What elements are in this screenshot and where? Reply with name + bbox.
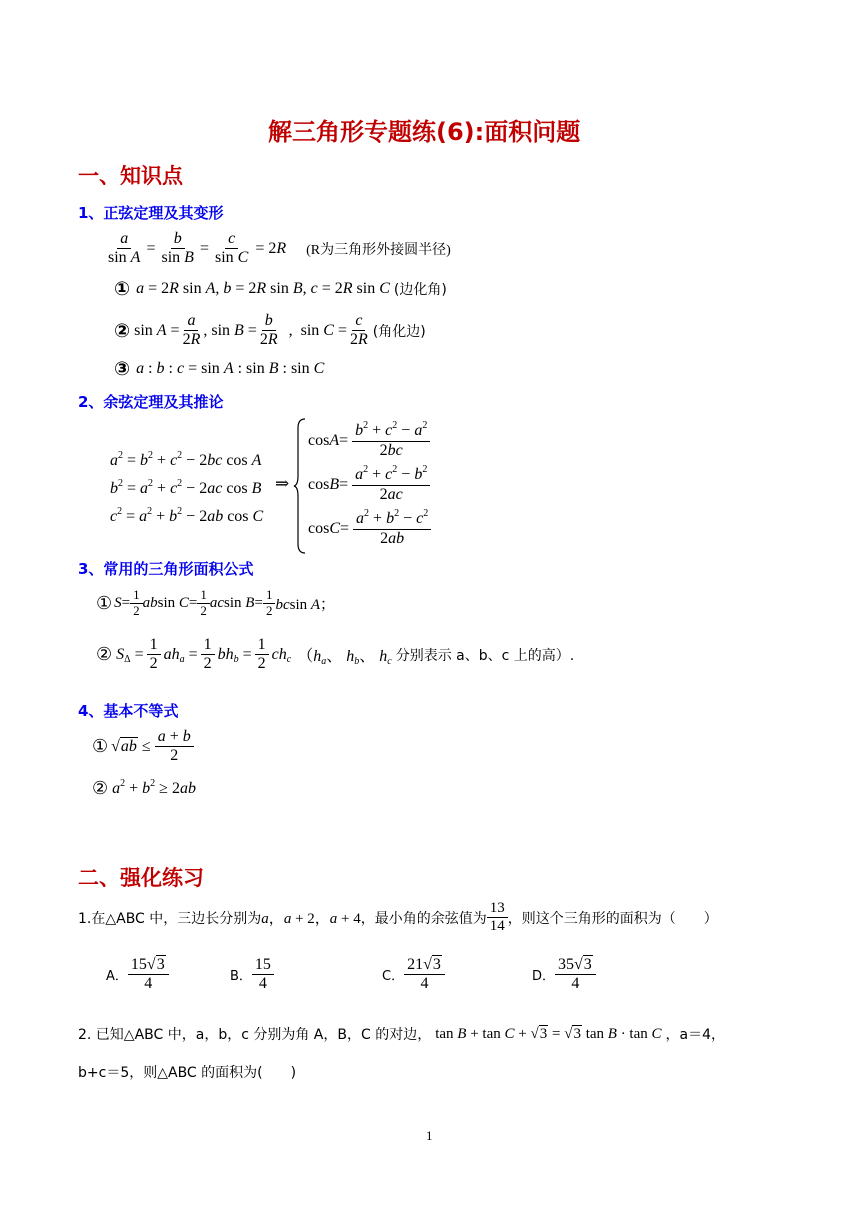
cosine-law-formulas: $a^2 = b^2 + c^2 - 2bc$ cos A $b^2 = a^2 + c^2 - 2ac$ cos B $c^2 = a^2 + b^2 - 2ab$ cos C — [110, 450, 264, 525]
circled-number-2: ② — [114, 319, 131, 342]
sine-law-item-2: ② sin A = $\frac{a}{2R}$ , sin B = $\frac{b}{2R}$ , sin C = $\frac{c}{2R}$ (角化边) — [114, 312, 426, 349]
left-brace — [293, 418, 307, 554]
circled-number-1: ① — [92, 736, 109, 758]
question-1-option-d: D． $\frac{35√3}{4}$ — [532, 956, 596, 994]
subheading-sine-law: 1、正弦定理及其变形 — [78, 204, 224, 222]
area-formula-2: ② $S_\Delta$ = $\frac{1}{2}$ $ah_a$ = $\frac{1}{2}$ $bh_b$ = $\frac{1}{2}$ $ch_c$ （$h_a$、 $h_b$、 $h_c$ 分别表示 a、b、c 上的高）. — [96, 636, 575, 673]
circumradius-note: (R为三角形外接圆半径) — [306, 242, 451, 258]
cosine-law-corollaries: cos A = $\frac{b^2 + c^2 - a^2}{2bc}$ cos B = $\frac{a^2 + c^2 - b^2}{2ac}$ cos C = $\frac{a^2 + b^2 - c^2}{2ab}$ — [308, 419, 431, 551]
question-2: 2. 已知△ABC 中，a，b，c 分别为角 A，B，C 的对边， tan B + tan C + √3 = √3 tan B · tan C ，a＝4， — [78, 1025, 726, 1043]
question-1-option-c: C． $\frac{21√3}{4}$ — [382, 956, 445, 994]
section-heading-knowledge: 一、知识点 — [78, 164, 183, 188]
subheading-area-formulas: 3、常用的三角形面积公式 — [78, 560, 254, 578]
subheading-cosine-law: 2、余弦定理及其推论 — [78, 393, 224, 411]
sine-law-item-1: ① a = 2R sin A, b = 2R sin B, c = 2R sin C (边化角) — [114, 278, 447, 300]
question-1: 1.在△ABC 中，三边长分别为 a，a + 2，a + 4 ，最小角的余弦值为 $\frac{13}{14}$ ，则这个三角形的面积为（ ） — [78, 900, 718, 935]
inequality-item-2: ② $a^2 + b^2 \ge 2ab$ — [92, 777, 196, 799]
inequality-item-1: ① √ab ≤ $\frac{a + b}{2}$ — [92, 728, 194, 766]
section-heading-practice: 二、强化练习 — [78, 866, 204, 890]
sine-law-item-3: ③ a : b : c = sin A : sin B : sin C — [114, 358, 325, 380]
area-formula-1: ① S= $\frac{1}{2}$ absin C= $\frac{1}{2}$ acsin B= $\frac{1}{2}$ bcsin A； — [96, 587, 336, 618]
page-title: 解三角形专题练(6):面积问题 — [268, 118, 581, 146]
sine-law-formula: $\frac{a}{\text{sin A}}$ = $\frac{b}{\text{sin B}}$ = $\frac{c}{\text{sin C}}$ = 2R (R为三角形外接圆半径) — [108, 230, 451, 267]
circled-number-2: ② — [92, 778, 109, 799]
circled-number-2: ② — [96, 644, 113, 666]
page-number: 1 — [426, 1128, 433, 1143]
subheading-basic-inequality: 4、基本不等式 — [78, 702, 179, 720]
circled-number-3: ③ — [114, 358, 131, 380]
question-1-option-a: A． $\frac{15√3}{4}$ — [106, 956, 169, 994]
question-2-line-2: b+c＝5，则△ABC 的面积为( ) — [78, 1065, 297, 1081]
circled-number-1: ① — [114, 278, 131, 300]
implies-arrow: ⇒ — [275, 474, 290, 493]
circled-number-1: ① — [96, 592, 113, 614]
question-1-option-b: B． $\frac{15}{4}$ — [230, 956, 274, 994]
